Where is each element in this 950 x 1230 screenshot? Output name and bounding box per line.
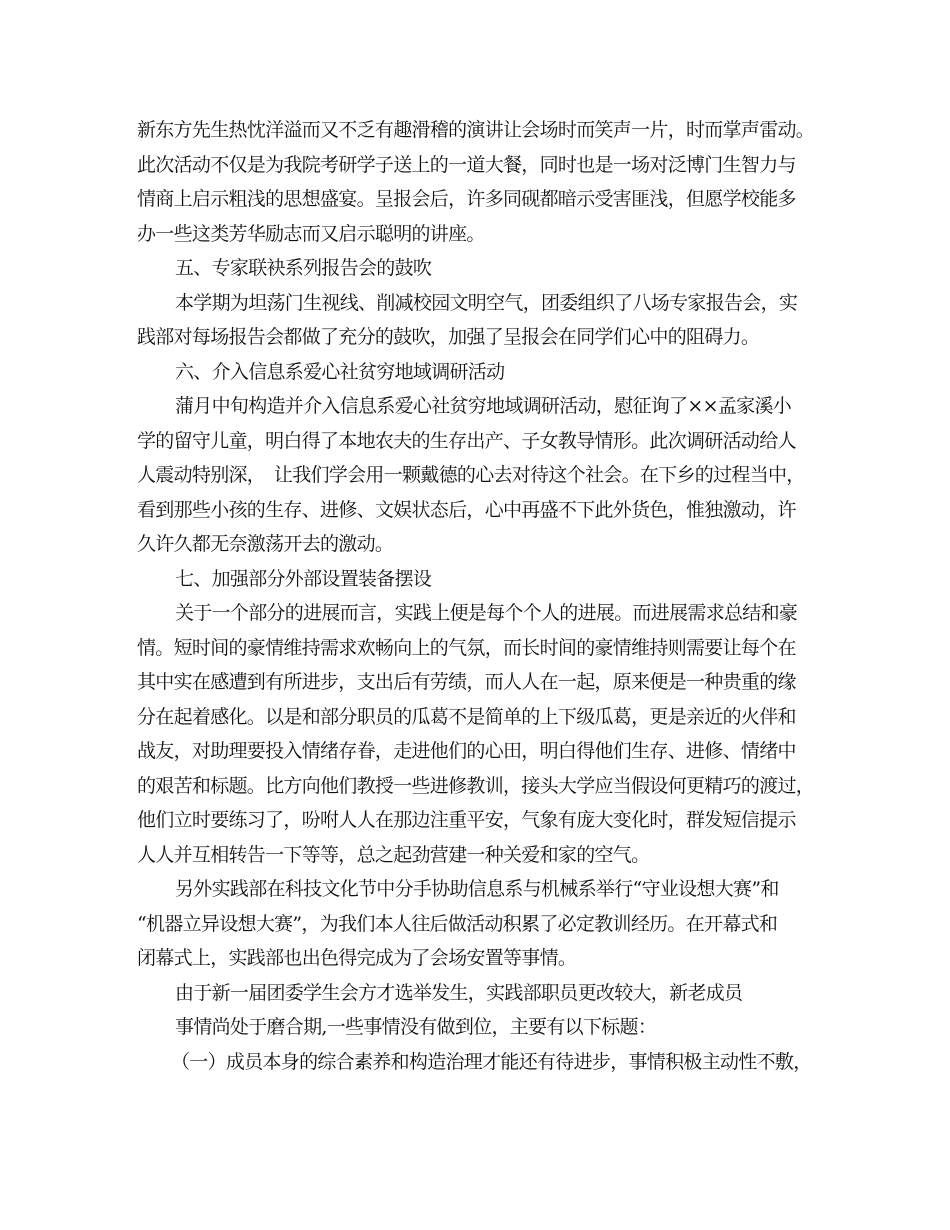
text-line: 情。短时间的豪情维持需求欢畅向上的气氛，而长时间的豪情维持则需要让每个在 [137, 636, 796, 659]
text-line: 闭幕式上，实践部也出色得完成为了会场安置等事情。 [137, 947, 577, 969]
text-line: 情商上启示粗浅的思想盛宴。呈报会后，许多同砚都暗示受害匪浅，但愿学校能多 [137, 188, 796, 210]
document-body [137, 113, 827, 1079]
text-line: 由于新一届团委学生会方才选举发生，实践部职员更改较大，新老成员 [175, 981, 743, 1004]
text-line: 此次活动不仅是为我院考研学子送上的一道大餐，同时也是一场对泛博门生智力与 [137, 153, 796, 176]
text-line: “机器立异设想大赛”，为我们本人往后做活动积累了必定教训经历。在开幕式和 [137, 912, 778, 935]
text-line: 办一些这类芳华励志而又启示聪明的讲座。 [137, 222, 485, 245]
text-line: 人震动特别深， 让我们学会用一颗戴德的心去对待这个社会。在下乡的过程当中， [137, 464, 805, 486]
section-heading: 五、专家联袂系列报告会的鼓吹 [175, 257, 432, 279]
text-line: 看到那些小孩的生存、进修、文娱状态后，心中再盛不下此外货色，惟独激动，许 [137, 498, 796, 521]
text-line: 其中实在感遭到有所进步，支出后有劳绩，而人人在一起，原来便是一种贵重的缘 [137, 671, 796, 693]
text-line: 战友，对助理要投入情绪存眷，走进他们的心田，明白得他们生存、进修、情绪中 [137, 740, 796, 762]
text-line: 蒲月中旬构造并介入信息系爱心社贫穷地域调研活动，慰征询了××孟家溪小 [175, 395, 792, 417]
text-line: 关于一个部分的进展而言，实践上便是每个个人的进展。而进展需求总结和豪 [175, 602, 798, 624]
text-line: 另外实践部在科技文化节中分手协助信息系与机械系举行“守业设想大赛”和 [175, 878, 779, 900]
text-line: 本学期为坦荡门生视线、削减校园文明空气，团委组织了八场专家报告会，实 [175, 291, 798, 314]
text-line: 久许久都无奈激荡开去的激动。 [137, 533, 394, 555]
section-heading: 七、加强部分外部设置装备摆设 [175, 567, 432, 590]
text-line: 他们立时要练习了，吩咐人人在那边注重平安，气象有庞大变化时，群发短信提示 [137, 809, 796, 831]
text-line: 分在起着感化。以是和部分职员的瓜葛不是简单的上下级瓜葛，更是亲近的火伴和 [137, 705, 796, 728]
section-heading: 六、介入信息系爱心社贫穷地域调研活动 [175, 360, 505, 383]
text-line: 新东方先生热忱洋溢而又不乏有趣滑稽的演讲让会场时而笑声一片，时而掌声雷动。 [137, 119, 815, 141]
text-line: （一）成员本身的综合素养和构造治理才能还有待进步，事情积极主动性不敷， [171, 1050, 812, 1073]
text-line: 践部对每场报告会都做了充分的鼓吹，加强了呈报会在同学们心中的阻碍力。 [137, 326, 760, 348]
text-line: 的艰苦和标题。比方向他们教授一些进修教训，接头大学应当假设何更精巧的渡过， [137, 774, 815, 797]
text-line: 学的留守儿童，明白得了本地农夫的生存出产、子女教导情形。此次调研活动给人 [137, 429, 796, 452]
text-line: 人人并互相转告一下等等，总之起劲营建一种关爱和家的空气。 [137, 843, 650, 866]
text-line: 事情尚处于磨合期,一些事情没有做到位，主要有以下标题： [175, 1016, 657, 1038]
